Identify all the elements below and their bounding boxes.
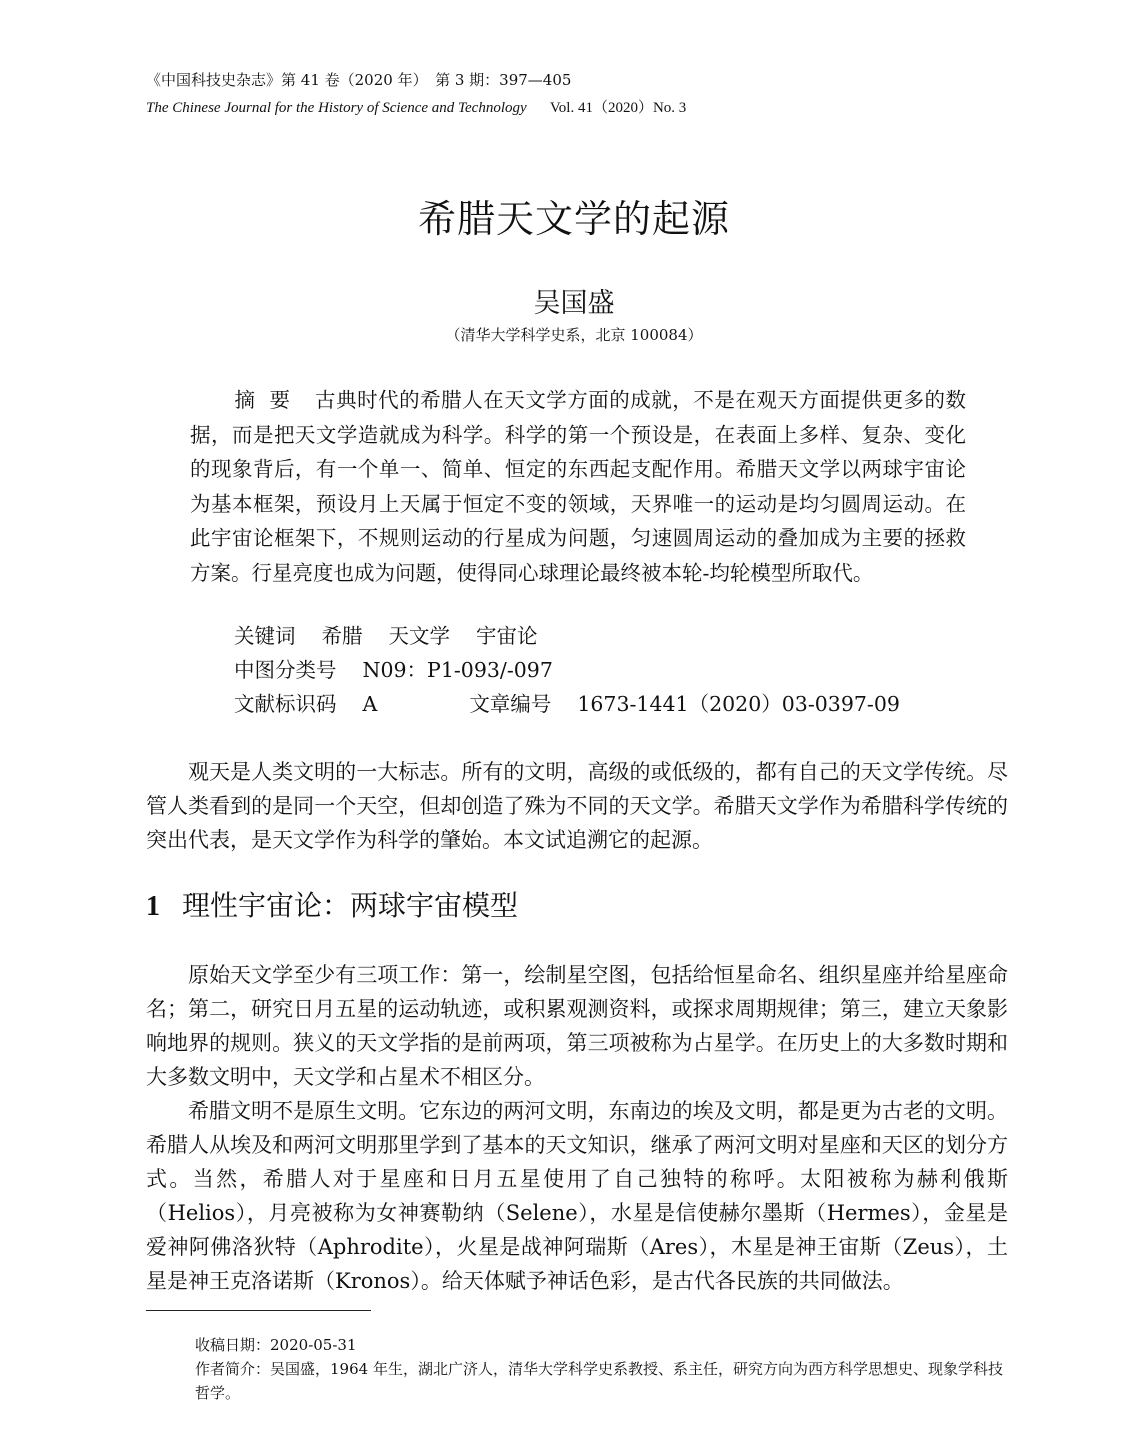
intro-paragraph-block (146, 755, 1008, 857)
journal-name-english: The Chinese Journal for the History of Science and Technology (146, 100, 527, 116)
footnote-divider (146, 1310, 371, 1311)
doc-code-label: 文献标识码 (234, 692, 337, 716)
author-bio-label: 作者简介： (195, 1360, 271, 1378)
doc-code-value: A (362, 692, 378, 716)
body-paragraph: 希腊文明不是原生文明。它东边的两河文明，东南边的埃及文明，都是更为古老的文明。希腊人从埃及和两河文明那里学到了基本的天文知识，继承了两河文明对星座和天区的划分方式。当然，希腊人对于星座和日月五星使用了自己独特的称呼。太阳被称为赫利俄斯（Helios），月亮被称为女神赛勒纳（Selene），水星是信使赫尔墨斯（Hermes），金星是爱神阿佛洛狄特（Aphrodite），火星是战神阿瑞斯（Ares），木星是神王宙斯（Zeus），土星是神王克洛诺斯（Kronos）。给天体赋予神话色彩，是古代各民族的共同做法。 (146, 1099, 1008, 1293)
journal-citation-chinese: 《中国科技史杂志》第 41 卷（2020 年） 第 3 期：397—405 (146, 71, 572, 89)
footnote-author-bio (195, 1357, 1015, 1405)
keywords-line (234, 619, 538, 653)
keywords-label: 关键词 (234, 624, 296, 648)
abstract-text: 古典时代的希腊人在天文学方面的成就，不是在观天方面提供更多的数据，而是把天文学造就成为科学。科学的第一个预设是，在表面上多样、复杂、变化的现象背后，有一个单一、简单、恒定的东西起支配作用。希腊天文学以两球宇宙论为基本框架，预设月上天属于恒定不变的领域，天界唯一的运动是均匀圆周运动。在此宇宙论框架下，不规则运动的行星成为问题，匀速圆周运动的叠加成为主要的拯救方案。行星亮度也成为问题，使得同心球理论最终被本轮-均轮模型所取代。 (190, 388, 967, 585)
section-number: 1 (146, 891, 160, 922)
author-affiliation: （清华大学科学史系，北京 100084） (445, 326, 703, 344)
article-title: 希腊天文学的起源 (417, 197, 730, 241)
abstract (190, 383, 966, 590)
document-code-line (234, 687, 900, 721)
journal-citation-english (146, 98, 686, 118)
clc-line (234, 653, 553, 687)
journal-volume: Vol. 41（2020）No. 3 (549, 100, 687, 116)
footnote-received (195, 1333, 1015, 1357)
author-bio-text: 吴国盛，1964 年生，湖北广济人，清华大学科学史系教授、系主任，研究方向为西方科学思想史、现象学科技哲学。 (195, 1360, 1003, 1402)
article-number-value: 1673-1441（2020）03-0397-09 (577, 692, 900, 716)
abstract-label: 摘要 (234, 388, 305, 412)
clc-value: N09：P1-093/-097 (362, 658, 553, 682)
section-body (146, 958, 1008, 1298)
clc-label: 中图分类号 (234, 658, 337, 682)
section-heading (146, 884, 518, 924)
article-number-label: 文章编号 (469, 692, 552, 716)
received-date: 2020-05-31 (270, 1336, 357, 1354)
keyword: 天文学 (388, 624, 450, 648)
keyword: 宇宙论 (476, 624, 538, 648)
received-label: 收稿日期： (195, 1336, 271, 1354)
body-paragraph: 原始天文学至少有三项工作：第一，绘制星空图，包括给恒星命名、组织星座并给星座命名；第二，研究日月五星的运动轨迹，或积累观测资料，或探求周期规律；第三，建立天象影响地界的规则。狭义的天文学指的是前两项，第三项被称为占星学。在历史上的大多数时期和大多数文明中，天文学和占星术不相区分。 (146, 963, 1008, 1089)
article-author: 吴国盛 (533, 288, 615, 319)
intro-paragraph: 观天是人类文明的一大标志。所有的文明，高级的或低级的，都有自己的天文学传统。尽管人类看到的是同一个天空，但却创造了殊为不同的天文学。希腊天文学作为希腊科学传统的突出代表，是天文学作为科学的肇始。本文试追溯它的起源。 (146, 760, 1008, 852)
section-title: 理性宇宙论：两球宇宙模型 (182, 889, 519, 922)
keyword: 希腊 (321, 624, 363, 648)
